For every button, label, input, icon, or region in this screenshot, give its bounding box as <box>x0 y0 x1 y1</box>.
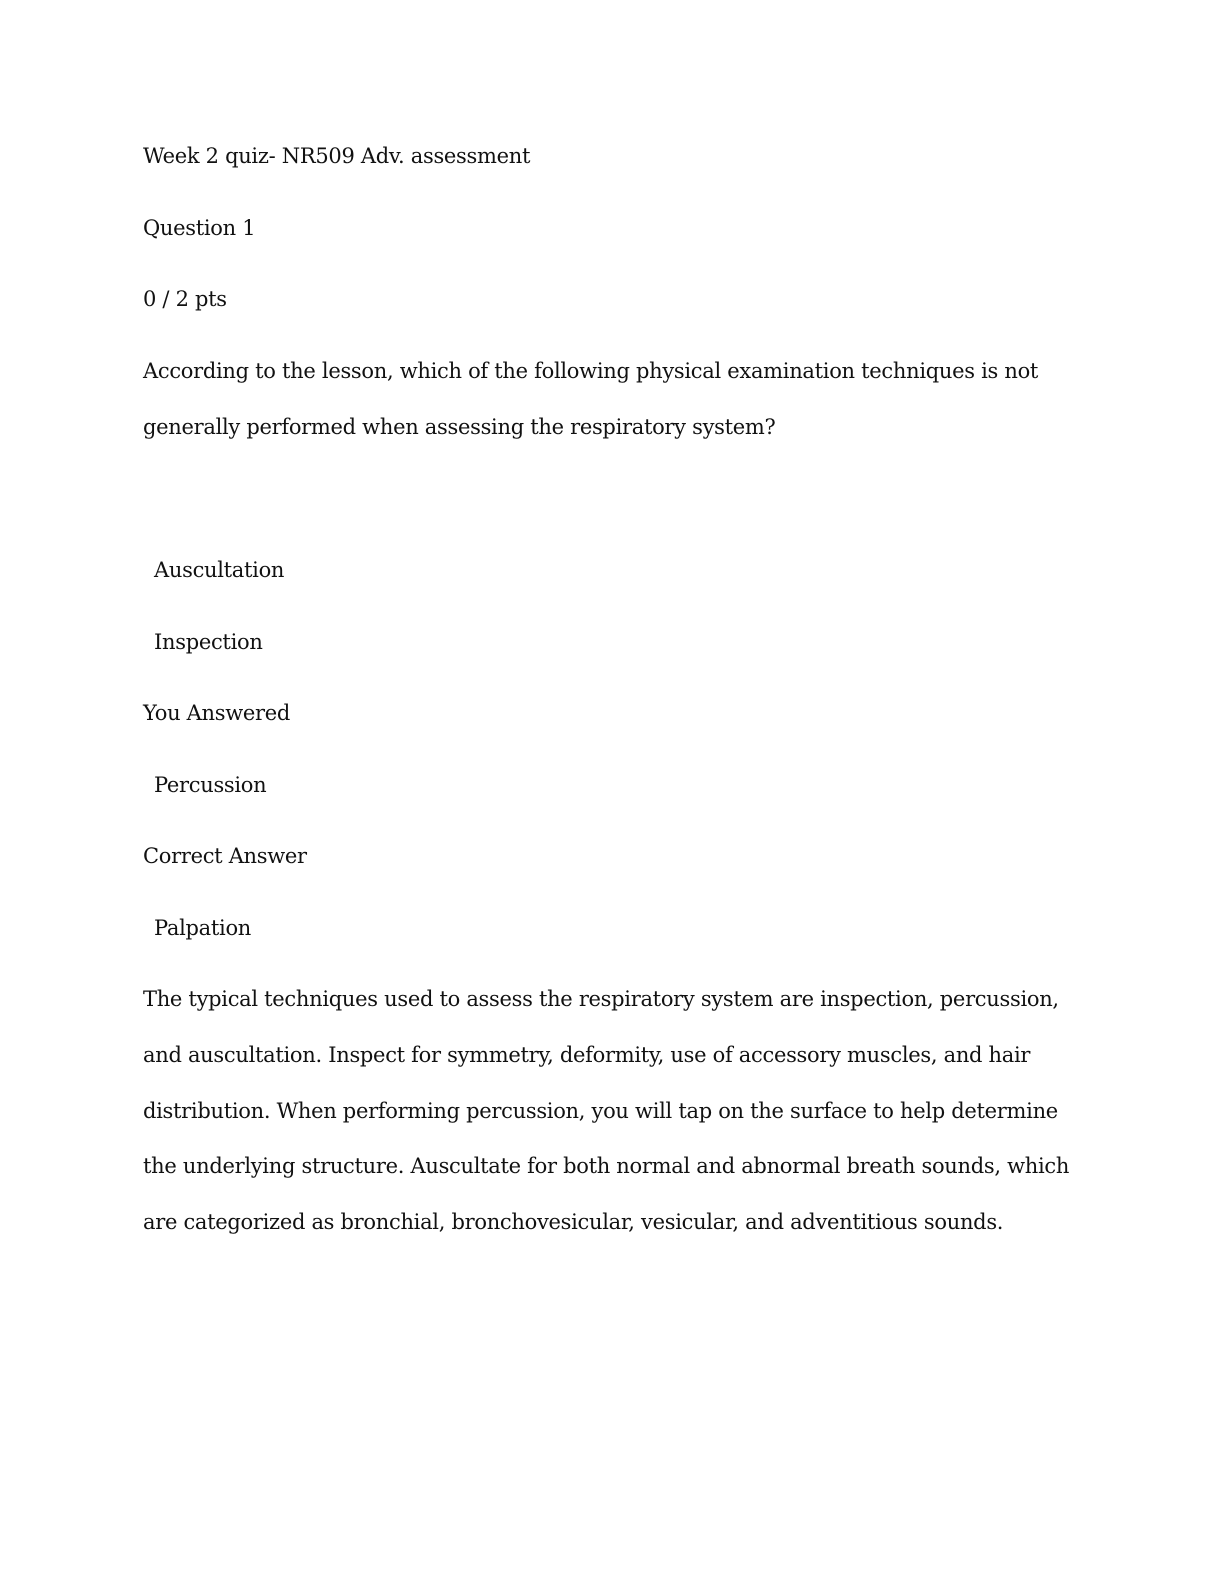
document-title: Week 2 quiz- NR509 Adv. assessment <box>143 144 531 168</box>
question-prompt-line: generally performed when assessing the respiratory system? <box>143 415 776 439</box>
explanation-line: are categorized as bronchial, bronchovesicular, vesicular, and adventitious sounds. <box>143 1210 1004 1234</box>
correct-answer-label: Correct Answer <box>143 844 307 868</box>
score: 0 / 2 pts <box>143 287 227 311</box>
question-number: Question 1 <box>143 216 256 240</box>
option-auscultation: Auscultation <box>154 558 285 582</box>
explanation-line: distribution. When performing percussion, you will tap on the surface to help determine <box>143 1099 1058 1123</box>
option-palpation: Palpation <box>154 916 252 940</box>
explanation-line: and auscultation. Inspect for symmetry, deformity, use of accessory muscles, and hair <box>143 1043 1031 1067</box>
explanation-line: the underlying structure. Auscultate for both normal and abnormal breath sounds, which <box>143 1154 1070 1178</box>
option-inspection: Inspection <box>154 630 263 654</box>
option-percussion: Percussion <box>154 773 267 797</box>
question-prompt-line: According to the lesson, which of the following physical examination techniques is not <box>143 359 1039 383</box>
explanation-line: The typical techniques used to assess the respiratory system are inspection, percussion, <box>143 987 1059 1011</box>
you-answered-label: You Answered <box>143 701 291 725</box>
